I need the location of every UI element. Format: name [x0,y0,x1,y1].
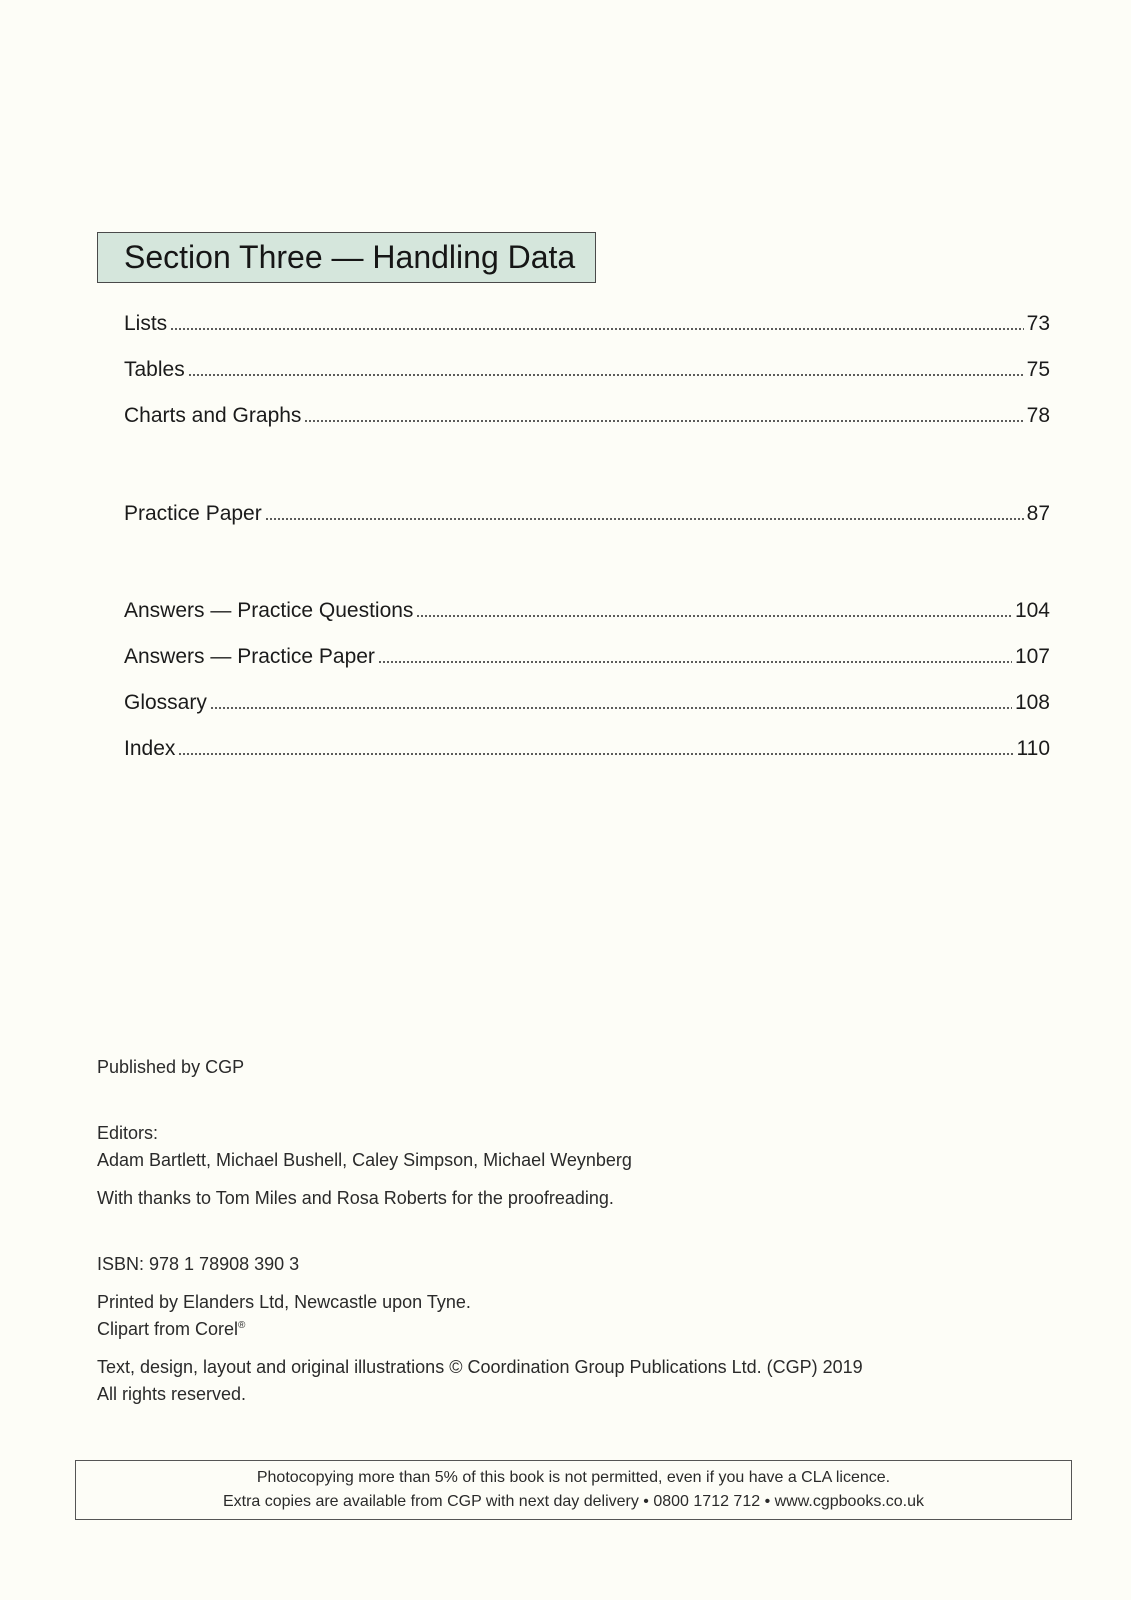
section-title: Section Three — Handling Data [124,239,576,275]
clipart-credit [97,1319,245,1340]
proofreading-thanks: With thanks to Tom Miles and Rosa Roberts for the proofreading. [97,1188,614,1208]
toc-leader-dots [416,614,1012,618]
toc-item-practice-paper[interactable] [124,496,1050,526]
toc-label: Glossary [124,691,207,714]
toc-page-number: 75 [1026,358,1050,381]
toc-label: Practice Paper [124,502,262,525]
toc-label: Answers — Practice Paper [124,645,375,668]
toc-leader-dots [304,419,1023,423]
section-heading-box [97,232,596,283]
published-by: Published by CGP [97,1057,245,1077]
toc-label: Lists [124,312,168,335]
toc-item-tables[interactable] [124,352,1050,382]
toc-page-number: 73 [1026,312,1050,335]
printed-by: Printed by Elanders Ltd, Newcastle upon Tyne. [97,1292,471,1312]
toc-leader-dots [170,327,1023,331]
toc-label: Charts and Graphs [124,404,302,427]
toc-page-number: 87 [1026,502,1050,525]
toc-page-number: 78 [1026,404,1050,427]
copyright: Text, design, layout and original illustrations © Coordination Group Publications Ltd. (CGP) 2019 [97,1357,863,1377]
photocopy-notice: Photocopying more than 5% of this book is not permitted, even if you have a CLA licence. [256,1469,891,1486]
toc-label: Answers — Practice Questions [124,599,414,622]
toc-item-lists[interactable] [124,306,1050,336]
toc-page-number: 110 [1016,737,1050,760]
toc-item-glossary[interactable] [124,685,1050,715]
extra-copies-notice: Extra copies are available from CGP with next day delivery • 0800 1712 712 • www.cgpbooks.co.uk [222,1493,925,1510]
toc-leader-dots [378,660,1012,664]
toc-item-answers-practice-questions[interactable] [124,593,1050,623]
registered-mark: ® [238,1320,246,1331]
toc-item-index[interactable] [124,731,1050,761]
toc-label: Tables [124,358,185,381]
toc-leader-dots [178,752,1013,756]
rights-reserved: All rights reserved. [97,1384,247,1404]
toc-page-number: 108 [1014,691,1050,714]
toc-item-answers-practice-paper[interactable] [124,639,1050,669]
editors-names: Adam Bartlett, Michael Bushell, Caley Simpson, Michael Weynberg [97,1150,632,1170]
isbn: ISBN: 978 1 78908 390 3 [97,1254,300,1274]
clipart-text: Clipart from Corel [97,1319,239,1339]
editors-heading: Editors: [97,1123,159,1143]
toc-page-number: 104 [1014,599,1050,622]
toc-item-charts-and-graphs[interactable] [124,398,1050,428]
toc-leader-dots [188,373,1024,377]
toc-leader-dots [265,517,1024,521]
photocopy-notice-box [75,1460,1072,1520]
toc-page-number: 107 [1014,645,1050,668]
toc-leader-dots [210,706,1012,710]
toc-label: Index [124,737,176,760]
